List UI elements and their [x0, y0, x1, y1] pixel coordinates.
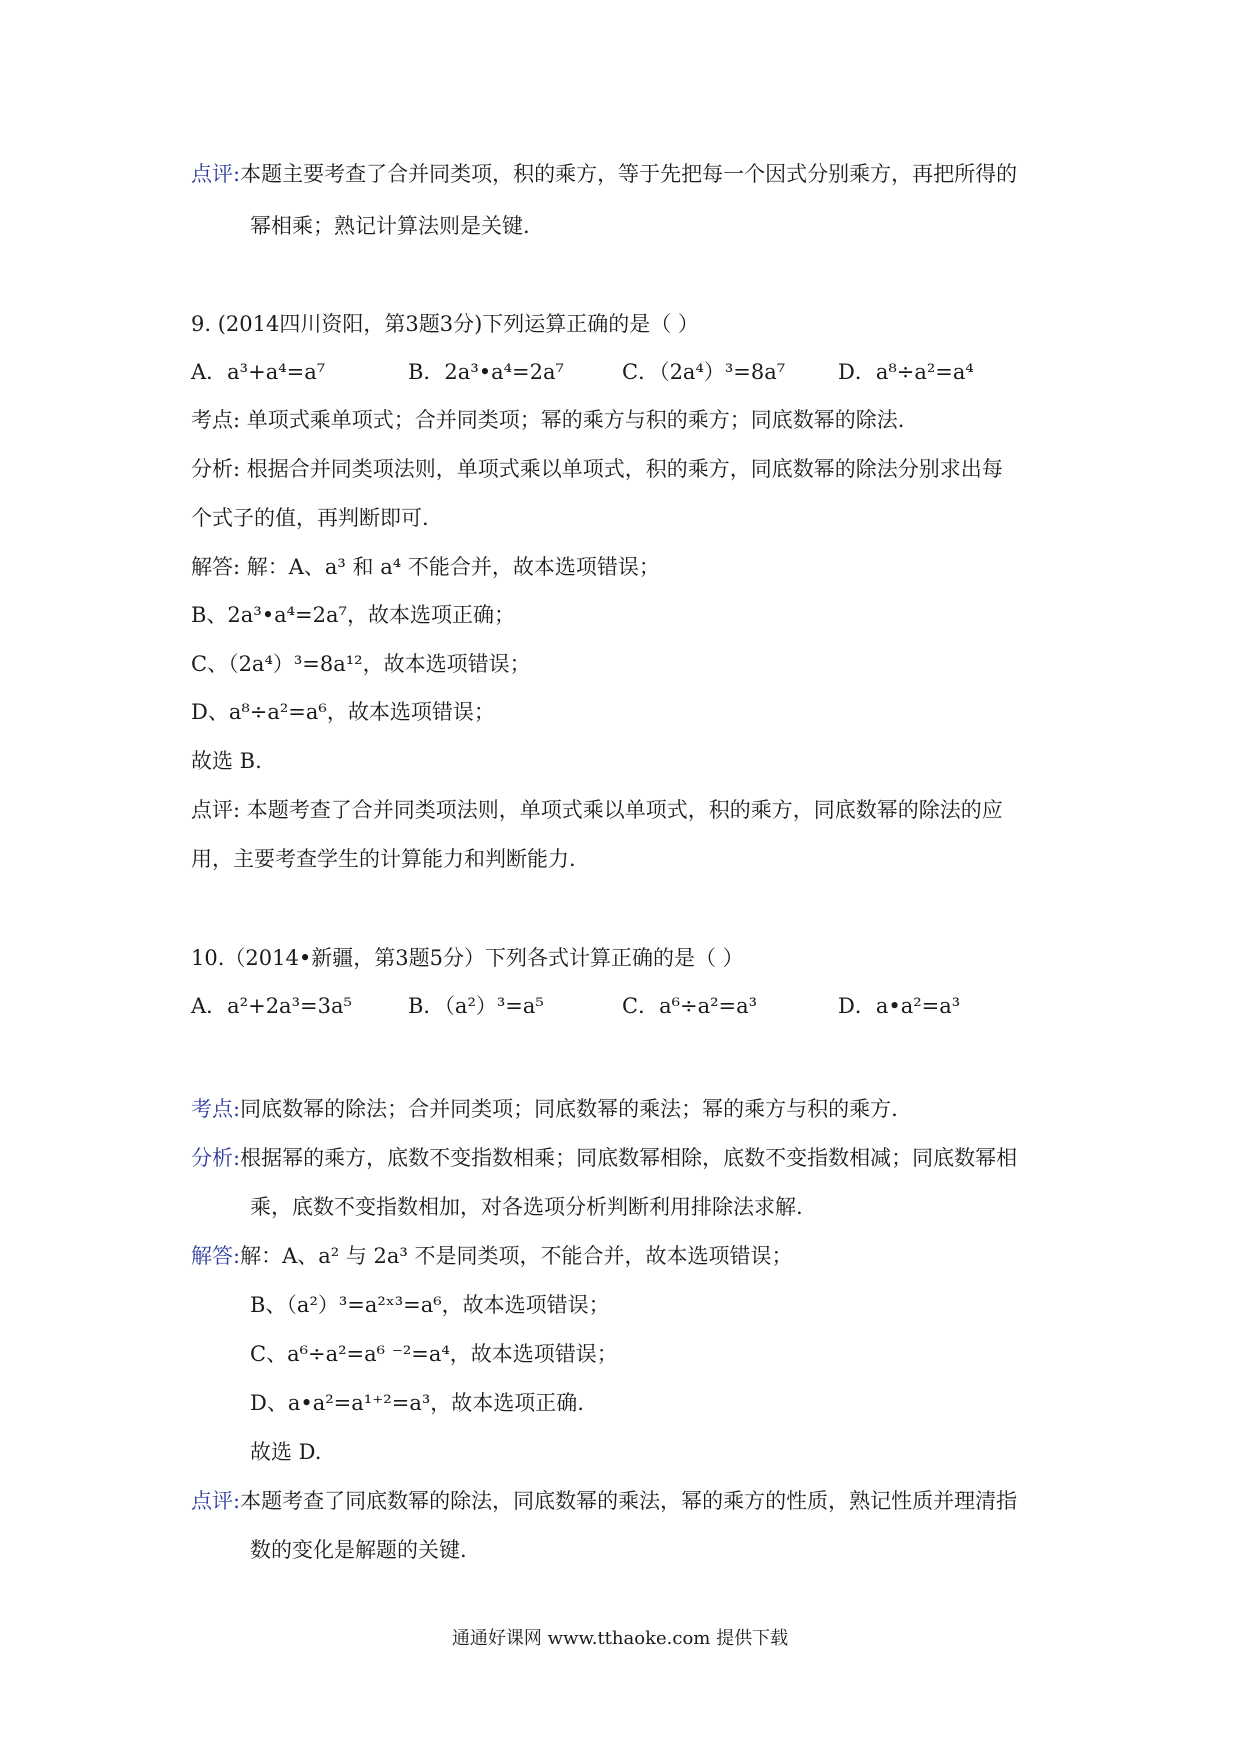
q10-jieda4: D、a•a²=a¹⁺²=a³，故本选项正确.: [250, 1391, 584, 1415]
review8-label: 点评:: [191, 162, 241, 186]
q9-dianping1: 点评: 本题考查了合并同类项法则，单项式乘以单项式，积的乘方，同底数幂的除法的应: [191, 798, 1003, 822]
q10-dianping-text1: 本题考查了同底数幂的除法，同底数幂的乘法，幂的乘方的性质，熟记性质并理清指: [240, 1489, 1018, 1513]
q10-fenxi-label: 分析:: [191, 1146, 241, 1170]
q10-jieda2: B、（a²）³=a²ˣ³=a⁶，故本选项错误；: [250, 1293, 610, 1317]
review8-line1: [191, 160, 1017, 188]
q10-fenxi-text1: 根据幂的乘方，底数不变指数相乘；同底数幂相除，底数不变指数相减；同底数幂相: [240, 1146, 1018, 1170]
q10-jieda-text1: 解：A、a² 与 2a³ 不是同类项，不能合并，故本选项错误；: [240, 1244, 793, 1268]
q9-jieda3: C、（2a⁴）³=8a¹²，故本选项错误；: [191, 652, 531, 676]
q10-jieda-line1: [191, 1242, 793, 1270]
q9-option-b: B．2a³•a⁴=2a⁷: [408, 360, 564, 384]
q10-dianping-label: 点评:: [191, 1489, 241, 1513]
q9-dianping2: 用，主要考查学生的计算能力和判断能力.: [191, 847, 576, 871]
q10-dianping-line2: 数的变化是解题的关键.: [250, 1538, 467, 1562]
review8-text1: 本题主要考查了合并同类项，积的乘方，等于先把每一个因式分别乘方，再把所得的: [240, 162, 1018, 186]
review8-line2: 幂相乘；熟记计算法则是关键.: [250, 214, 530, 238]
q9-jieda4: D、a⁸÷a²=a⁶，故本选项错误；: [191, 700, 495, 724]
q10-kaodian-line: [191, 1095, 898, 1123]
q10-jieda3: C、a⁶÷a²=a⁶ ⁻²=a⁴，故本选项错误；: [250, 1342, 618, 1366]
q9-jieda2: B、2a³•a⁴=2a⁷，故本选项正确；: [191, 603, 515, 627]
q10-dianping-line1: [191, 1487, 1017, 1515]
q10-option-b: B．（a²）³=a⁵: [408, 994, 544, 1018]
q10-fenxi-line1: [191, 1144, 1017, 1172]
q9-option-a: A．a³+a⁴=a⁷: [191, 360, 326, 384]
q10-option-d: D．a•a²=a³: [838, 994, 961, 1018]
q9-fenxi2: 个式子的值，再判断即可.: [191, 506, 429, 530]
q9-title: 9. (2014四川资阳，第3题3分)下列运算正确的是（ ）: [191, 312, 699, 336]
q10-jieda5: 故选 D.: [250, 1440, 322, 1464]
q9-option-d: D．a⁸÷a²=a⁴: [838, 360, 974, 384]
q10-title: 10.（2014•新疆，第3题5分）下列各式计算正确的是（ ）: [191, 946, 744, 970]
q9-option-c: C．（2a⁴）³=8a⁷: [622, 360, 786, 384]
q9-fenxi1: 分析: 根据合并同类项法则，单项式乘以单项式，积的乘方，同底数幂的除法分别求出每: [191, 457, 1003, 481]
page-footer: 通通好课网 www.tthaoke.com 提供下载: [451, 1628, 789, 1649]
q9-jieda1: 解答: 解：A、a³ 和 a⁴ 不能合并，故本选项错误；: [191, 555, 660, 579]
q9-jieda5: 故选 B.: [191, 749, 262, 773]
q10-kaodian-label: 考点:: [191, 1097, 241, 1121]
q10-kaodian-text: 同底数幂的除法；合并同类项；同底数幂的乘法；幂的乘方与积的乘方.: [240, 1097, 898, 1121]
q10-option-a: A．a²+2a³=3a⁵: [191, 994, 352, 1018]
q10-option-c: C．a⁶÷a²=a³: [622, 994, 758, 1018]
q10-fenxi-line2: 乘，底数不变指数相加，对各选项分析判断利用排除法求解.: [250, 1195, 803, 1219]
q10-jieda-label: 解答:: [191, 1244, 241, 1268]
q9-kaodian: 考点: 单项式乘单项式；合并同类项；幂的乘方与积的乘方；同底数幂的除法.: [191, 408, 905, 432]
